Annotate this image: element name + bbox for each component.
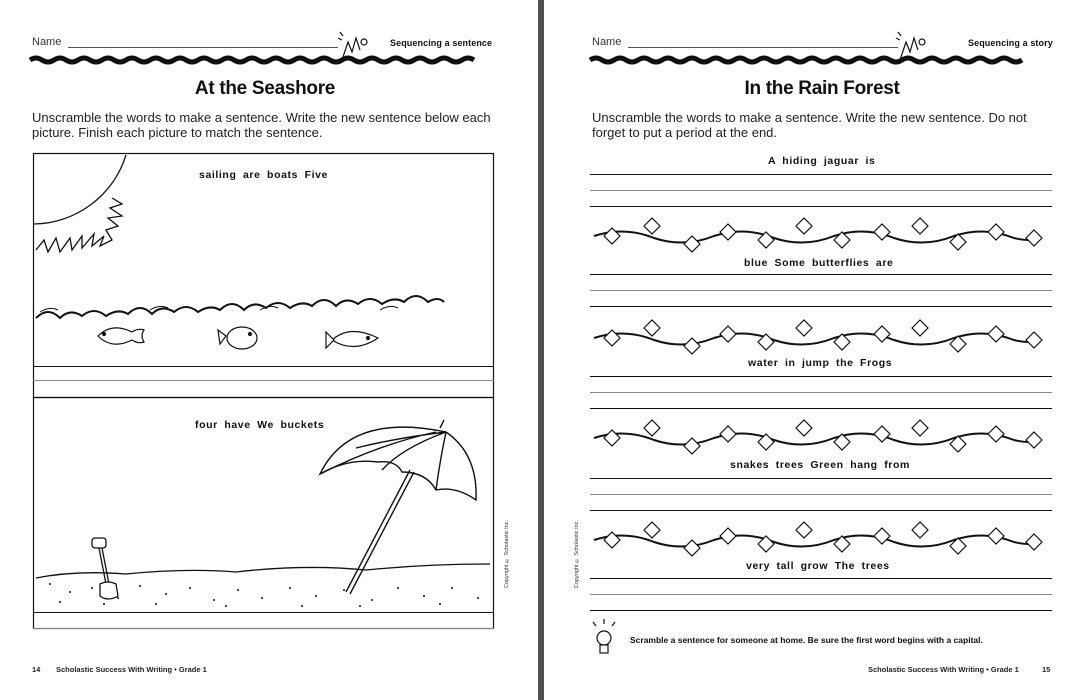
header-rough-rule [590, 58, 1022, 62]
name-label: Name [32, 36, 62, 48]
sun-icon [34, 155, 126, 252]
picture-panel-top [34, 154, 494, 398]
vine-border-icon [594, 218, 1042, 252]
page-number: 15 [1042, 665, 1051, 674]
scrambled-sentence-3: water in jump the Frogs [748, 357, 893, 369]
section-tag: Sequencing a sentence [390, 38, 493, 48]
lightbulb-icon [593, 619, 615, 653]
home-tip: Scramble a sentence for someone at home. Be sure the first word begins with a capital. [630, 635, 983, 645]
fish-icon [218, 327, 257, 349]
writing-lines [590, 479, 1052, 511]
scrambled-sentence-4: snakes trees Green hang from [730, 459, 910, 471]
writing-lines [590, 175, 1052, 207]
page-title: In the Rain Forest [744, 78, 900, 99]
shovel-icon [92, 538, 118, 599]
copyright-note: Copyright © Scholastic Inc. [504, 520, 510, 589]
page-number: 14 [32, 665, 41, 674]
page-title: At the Seashore [194, 78, 336, 99]
scrambled-sentence-5: very tall grow The trees [746, 560, 890, 572]
writing-lines [590, 377, 1052, 409]
vine-border-icon [594, 522, 1042, 556]
writing-lines [590, 579, 1052, 611]
fish-icon [98, 328, 144, 344]
section-tag: Sequencing a story [968, 38, 1053, 48]
mascot-icon [338, 32, 367, 60]
scrambled-sentence-2: blue Some butterflies are [744, 257, 894, 269]
header-rough-rule [30, 58, 474, 62]
instructions: Unscramble the words to make a sentence. Write the new sentence. Do not forget to put a period at the end. [592, 110, 1027, 140]
scrambled-sentence-1: sailing are boats Five [199, 169, 328, 181]
footer-credit: Scholastic Success With Writing • Grade 1 [56, 665, 207, 674]
vine-border-icon [594, 420, 1042, 454]
worksheet-page-right [544, 0, 1080, 700]
fish-icon [326, 331, 378, 348]
footer-credit: Scholastic Success With Writing • Grade 1 [868, 665, 1019, 674]
copyright-note: Copyright © Scholastic Inc. [574, 520, 580, 589]
page-artwork [544, 0, 1080, 700]
name-label: Name [592, 36, 622, 48]
scrambled-sentence-1: A hiding jaguar is [768, 155, 876, 167]
vine-border-icon [594, 320, 1042, 354]
instructions: Unscramble the words to make a sentence. Write the new sentence below each picture. Finish each picture to match the sentence. [32, 110, 491, 140]
scrambled-sentence-2: four have We buckets [195, 419, 325, 431]
worksheet-page-left [0, 0, 538, 700]
writing-lines [590, 275, 1052, 307]
page-artwork [0, 0, 538, 700]
waves-icon [36, 296, 444, 318]
